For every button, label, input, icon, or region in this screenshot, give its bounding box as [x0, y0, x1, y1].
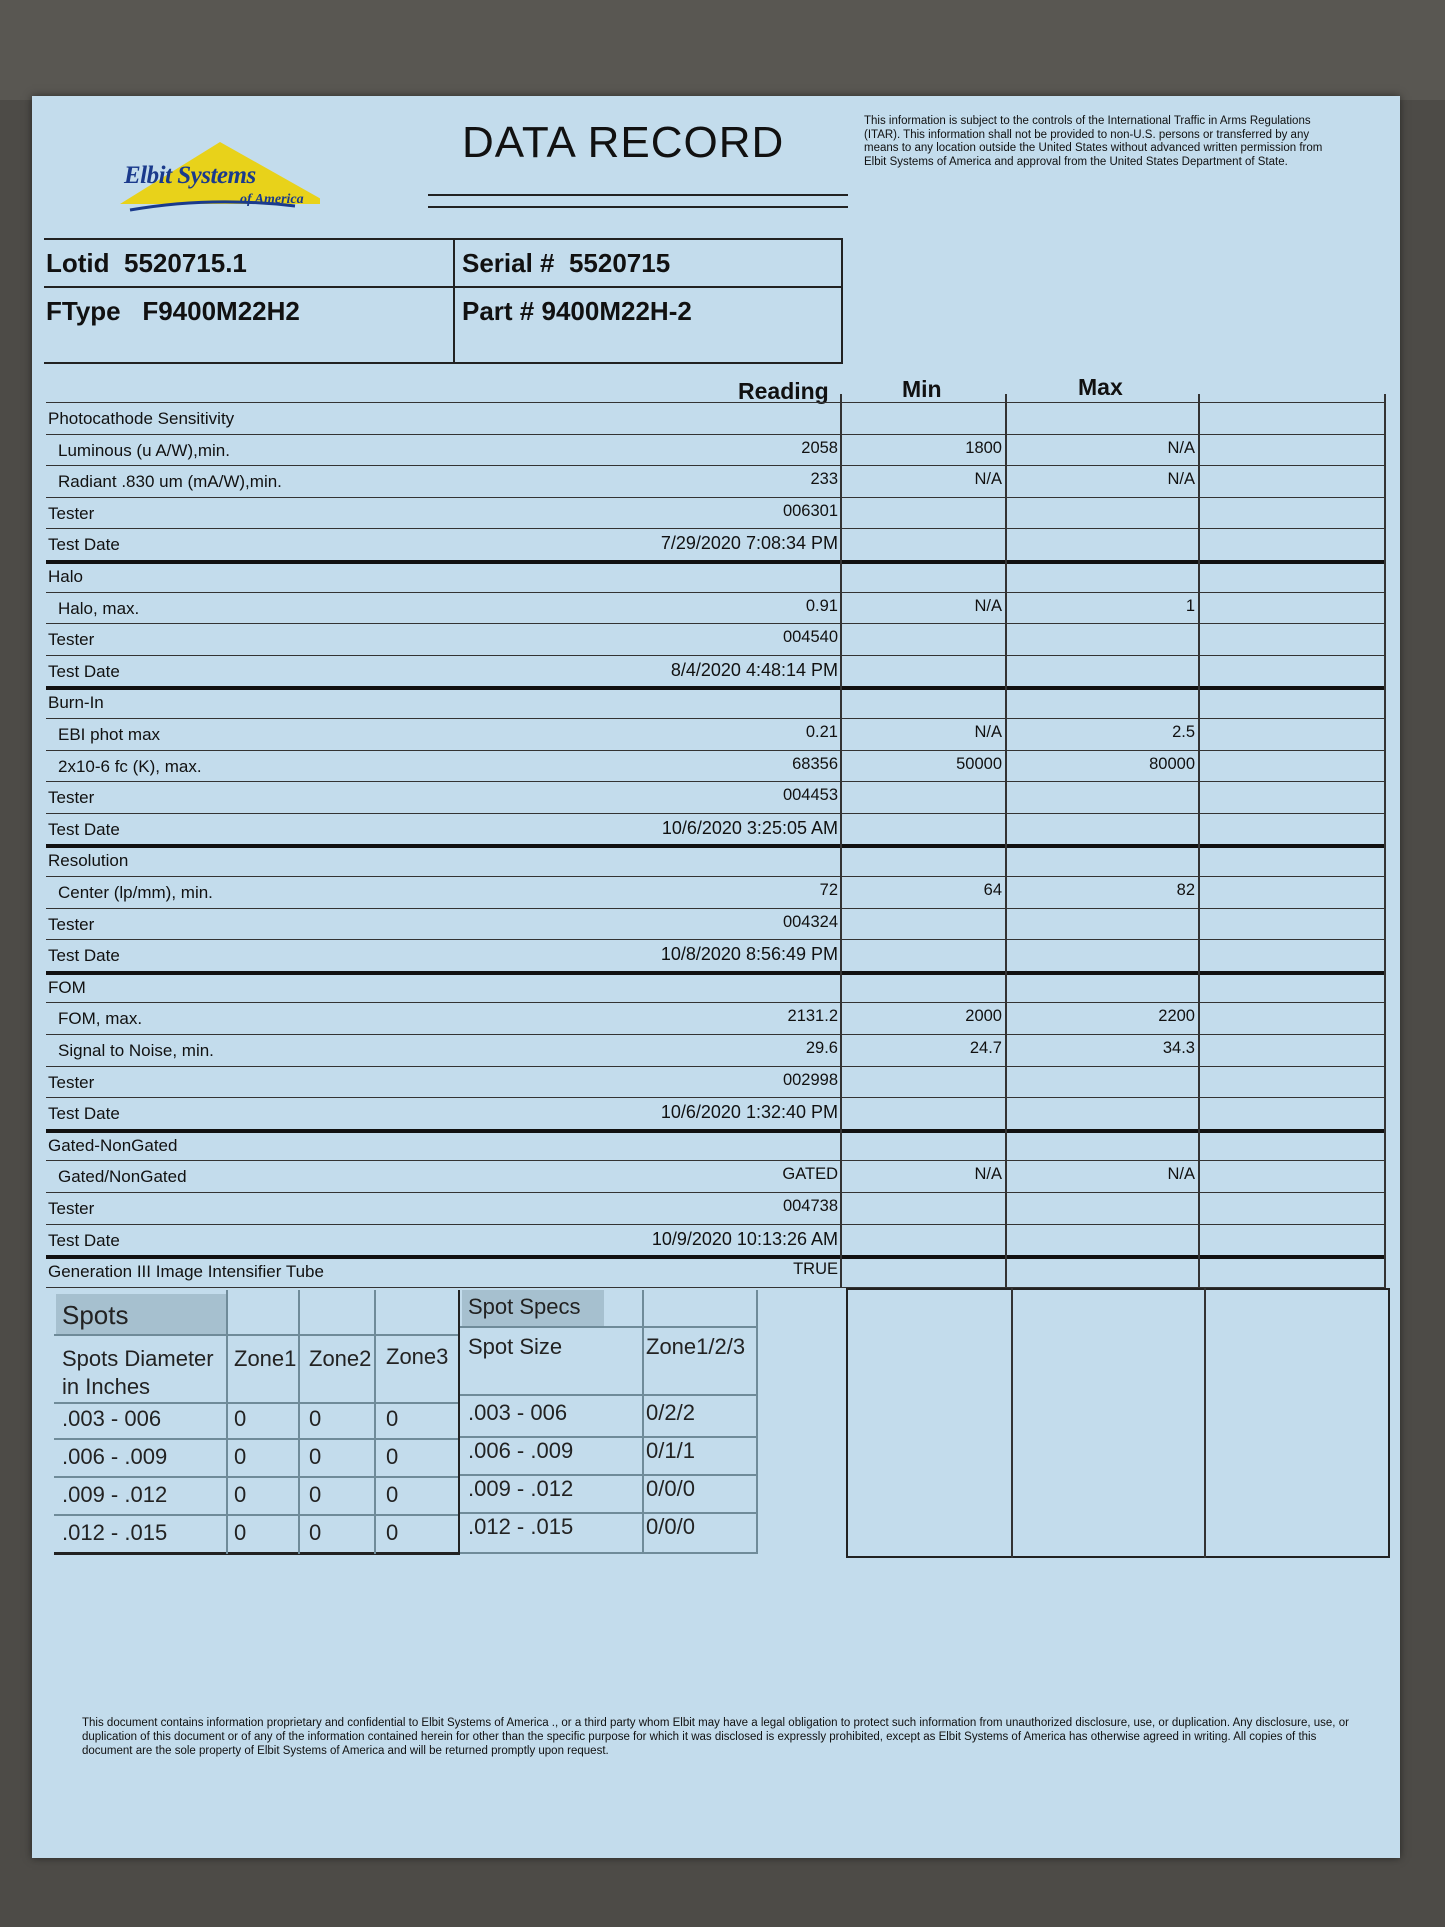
spot-diameter-cell: .009 - .012 — [62, 1482, 168, 1507]
spots-grid-line — [642, 1290, 644, 1554]
part-value: 9400M22H-2 — [541, 296, 692, 326]
cell-reading: 7/29/2020 7:08:34 PM — [660, 533, 838, 554]
spots-grid-line — [374, 1290, 376, 1554]
column-header-reading: Reading — [738, 378, 829, 404]
spot-zone-cell: 0 — [386, 1444, 399, 1469]
lotid-field — [46, 248, 247, 279]
table-row — [46, 686, 1386, 719]
company-logo — [90, 138, 320, 218]
spots-header-zone2: Zone2 — [309, 1346, 372, 1371]
cell-max: N/A — [1167, 470, 1195, 489]
ftype-label: FType — [46, 296, 121, 326]
column-header-max: Max — [1078, 374, 1123, 400]
row-label: Halo, max. — [58, 598, 140, 618]
table-top-border — [46, 394, 1386, 403]
spot-zone-cell: 0 — [234, 1482, 247, 1507]
document-title: DATA RECORD — [462, 118, 785, 167]
cell-reading: 002998 — [782, 1070, 838, 1089]
row-label: Test Date — [48, 535, 120, 555]
cell-reading: 29.6 — [805, 1039, 838, 1057]
spot-diameter-cell: .003 - 006 — [62, 1406, 162, 1431]
cell-reading: 0.21 — [805, 723, 838, 741]
spot-specs-header-size: Spot Size — [468, 1334, 563, 1359]
lotid-label: Lotid — [46, 248, 110, 278]
table-row — [46, 1224, 1386, 1260]
table-row — [46, 781, 1386, 814]
spot-spec-size-cell: .009 - .012 — [468, 1476, 574, 1501]
spot-zone-cell: 0 — [309, 1482, 322, 1507]
spots-grid-line — [298, 1290, 300, 1554]
spots-grid-line — [460, 1512, 756, 1514]
divider — [44, 286, 841, 288]
table-row — [46, 876, 1386, 909]
row-label: Halo — [48, 567, 83, 586]
cell-min: 24.7 — [969, 1039, 1002, 1057]
cell-min: 2000 — [965, 1007, 1002, 1026]
spots-table — [54, 1290, 754, 1556]
table-row — [46, 1002, 1386, 1035]
cell-reading: 68356 — [792, 754, 838, 773]
table-row — [46, 465, 1386, 498]
spots-grid-line — [460, 1552, 756, 1554]
logo-subtext: of America — [240, 192, 304, 207]
row-label: Resolution — [48, 851, 129, 871]
table-row — [46, 434, 1386, 467]
spot-zone-cell: 0 — [386, 1482, 399, 1507]
row-label: Tester — [48, 788, 95, 808]
spot-specs-header-zones: Zone1/2/3 — [646, 1334, 746, 1359]
row-label: EBI phot max — [58, 725, 161, 744]
column-divider — [1198, 394, 1200, 1287]
table-row — [46, 528, 1386, 564]
cell-reading: GATED — [782, 1165, 838, 1184]
row-label: Gated/NonGated — [58, 1167, 187, 1187]
cell-min: N/A — [974, 723, 1002, 741]
row-label: Test Date — [48, 946, 120, 966]
row-label: FOM, max. — [58, 1009, 143, 1029]
column-divider — [1005, 394, 1007, 1287]
cell-max: N/A — [1167, 1165, 1195, 1184]
spot-zone-cell: 0 — [386, 1520, 399, 1545]
table-row — [46, 623, 1386, 656]
row-label: Tester — [48, 630, 95, 650]
cell-reading: 004540 — [782, 628, 838, 647]
table-row — [46, 1034, 1386, 1067]
ftype-field — [46, 296, 300, 327]
spots-grid-line — [756, 1290, 758, 1554]
serial-field — [462, 248, 670, 279]
table-row — [46, 497, 1386, 530]
spot-spec-size-cell: .012 - .015 — [468, 1514, 574, 1539]
spots-grid-line — [460, 1326, 756, 1328]
cell-reading: 006301 — [782, 501, 838, 520]
confidentiality-footer: This document contains information proprietary and confidential to Elbit Systems of America ., or a third party whom Elbit may have a legal obligation to protect such information from unauthorized disclosure, use, or duplication. Any disclosure, use, or duplication of this document or of any of the information contained herein for other than the specific purpose for which it was disclosed is expressly prohibited, except as Elbit Systems of America has otherwise agreed in writing. All copies of this document are the sole property of Elbit Systems of America and will be returned promptly upon request. — [82, 1717, 1349, 1757]
row-label: Photocathode Sensitivity — [48, 409, 235, 428]
table-row — [46, 718, 1386, 751]
serial-label: Serial # — [462, 248, 555, 278]
column-divider — [1384, 394, 1386, 1287]
spot-spec-zones-cell: 0/0/0 — [646, 1514, 695, 1539]
serial-value: 5520715 — [568, 248, 671, 278]
spot-spec-size-cell: .006 - .009 — [468, 1438, 574, 1463]
cell-reading: 10/6/2020 1:32:40 PM — [660, 1102, 838, 1123]
cell-max: 2200 — [1158, 1007, 1195, 1026]
spot-spec-zones-cell: 0/0/0 — [646, 1476, 695, 1501]
cell-reading: TRUE — [793, 1260, 838, 1279]
cell-reading: 0.91 — [805, 596, 838, 615]
cell-max: 34.3 — [1162, 1039, 1195, 1057]
cell-reading: 004453 — [782, 786, 838, 805]
cell-reading: 004324 — [782, 912, 838, 931]
table-row — [46, 939, 1386, 975]
spot-zone-cell: 0 — [234, 1520, 247, 1545]
table-row — [46, 908, 1386, 941]
spots-grid-line — [54, 1402, 458, 1404]
spots-header-inches: in Inches — [62, 1374, 151, 1399]
spots-header-zone3: Zone3 — [386, 1344, 449, 1369]
cell-min: N/A — [974, 1165, 1002, 1184]
row-label: Test Date — [48, 661, 120, 681]
empty-grid-divider — [1011, 1288, 1013, 1558]
table-row — [46, 592, 1386, 625]
row-label: Gated-NonGated — [48, 1135, 178, 1155]
spot-zone-cell: 0 — [309, 1444, 322, 1469]
row-label: Center (lp/mm), min. — [58, 883, 213, 902]
spots-grid-line — [54, 1334, 458, 1336]
part-label: Part # — [462, 296, 535, 326]
spot-diameter-cell: .006 - .009 — [62, 1444, 168, 1469]
cell-reading: 10/8/2020 8:56:49 PM — [660, 944, 838, 965]
table-row — [46, 750, 1386, 783]
spots-grid-line — [54, 1476, 458, 1478]
ftype-value: F9400M22H2 — [142, 296, 300, 326]
table-row — [46, 971, 1386, 1004]
row-label: Tester — [48, 503, 95, 523]
spots-grid-line — [460, 1474, 756, 1476]
table-row — [46, 655, 1386, 691]
spots-header-zone1: Zone1 — [234, 1346, 297, 1371]
spot-zone-cell: 0 — [309, 1520, 322, 1545]
table-row — [46, 813, 1386, 849]
spots-header-diameter: Spots Diameter — [62, 1346, 214, 1371]
row-label: Tester — [48, 1199, 95, 1218]
row-label: Test Date — [48, 819, 120, 839]
cell-min: 64 — [983, 881, 1002, 899]
spots-grid-line — [54, 1438, 458, 1440]
row-label: Radiant .830 um (mA/W),min. — [58, 472, 282, 492]
spot-zone-cell: 0 — [309, 1406, 322, 1431]
spots-grid-line — [458, 1290, 460, 1554]
cell-reading: 004738 — [782, 1197, 838, 1215]
table-row — [46, 1129, 1386, 1162]
title-underline — [428, 194, 848, 196]
column-divider — [840, 394, 842, 1287]
table-row — [46, 844, 1386, 877]
cell-min: 50000 — [956, 754, 1002, 773]
row-label: Burn-In — [48, 693, 104, 713]
table-row — [46, 1255, 1386, 1288]
spot-specs-title: Spot Specs — [468, 1294, 581, 1319]
row-label: Test Date — [48, 1104, 120, 1124]
divider — [453, 240, 455, 362]
cell-max: 2.5 — [1172, 723, 1195, 741]
row-label: Signal to Noise, min. — [58, 1041, 214, 1060]
spots-grid-line — [460, 1436, 756, 1438]
spot-spec-zones-cell: 0/2/2 — [646, 1400, 695, 1425]
empty-grid-area — [846, 1288, 1390, 1558]
table-row — [46, 1160, 1386, 1193]
title-underline — [428, 206, 848, 208]
spots-title: Spots — [62, 1300, 129, 1330]
cell-reading: 8/4/2020 4:48:14 PM — [670, 659, 838, 680]
part-field — [462, 296, 692, 327]
cell-reading: 2131.2 — [787, 1007, 838, 1026]
table-row — [46, 1192, 1386, 1225]
cell-reading: 10/6/2020 3:25:05 AM — [661, 817, 838, 838]
cell-max: 82 — [1176, 881, 1195, 899]
data-record-sheet — [32, 96, 1400, 1858]
cell-min: 1800 — [965, 438, 1002, 457]
empty-grid-divider — [1204, 1288, 1206, 1558]
lotid-value: 5520715.1 — [123, 248, 247, 278]
background-surface — [0, 0, 1445, 100]
logo-text: Elbit Systems — [124, 162, 256, 189]
spot-spec-size-cell: .003 - 006 — [468, 1400, 568, 1425]
cell-reading: 10/9/2020 10:13:26 AM — [651, 1228, 838, 1249]
row-label: Test Date — [48, 1230, 120, 1250]
itar-notice: This information is subject to the controls of the International Traffic in Arms Regulations (ITAR). This information shall not be provided to non-U.S. persons or transferred by any means to any location outside the United States without advanced written permission from Elbit Systems of America and approval from the United States Department of State. — [864, 115, 1323, 168]
cell-max: N/A — [1167, 438, 1195, 457]
spot-zone-cell: 0 — [234, 1406, 247, 1431]
row-label: Tester — [48, 1072, 95, 1092]
row-label: Luminous (u A/W),min. — [58, 440, 230, 460]
cell-reading: 233 — [810, 470, 838, 489]
table-row — [46, 402, 1386, 435]
spot-diameter-cell: .012 - .015 — [62, 1520, 168, 1545]
table-row — [46, 1097, 1386, 1133]
cell-max: 1 — [1185, 596, 1195, 615]
spot-spec-zones-cell: 0/1/1 — [646, 1438, 695, 1463]
row-label: FOM — [48, 977, 86, 997]
column-header-min: Min — [902, 376, 942, 402]
identification-box — [44, 238, 843, 364]
spots-grid-line — [460, 1394, 756, 1396]
table-row — [46, 560, 1386, 593]
spots-grid-line — [54, 1514, 458, 1516]
row-label: Tester — [48, 914, 95, 934]
row-label: 2x10-6 fc (K), max. — [58, 756, 202, 776]
cell-reading: 72 — [819, 881, 838, 899]
cell-max: 80000 — [1149, 754, 1195, 773]
spot-zone-cell: 0 — [234, 1444, 247, 1469]
cell-reading: 2058 — [801, 438, 838, 457]
row-label: Generation III Image Intensifier Tube — [48, 1262, 324, 1282]
spots-grid-line — [226, 1290, 228, 1554]
table-row — [46, 1066, 1386, 1099]
cell-min: N/A — [974, 596, 1002, 615]
cell-min: N/A — [974, 470, 1002, 489]
spots-bottom-border — [54, 1552, 460, 1555]
spot-zone-cell: 0 — [386, 1406, 399, 1431]
